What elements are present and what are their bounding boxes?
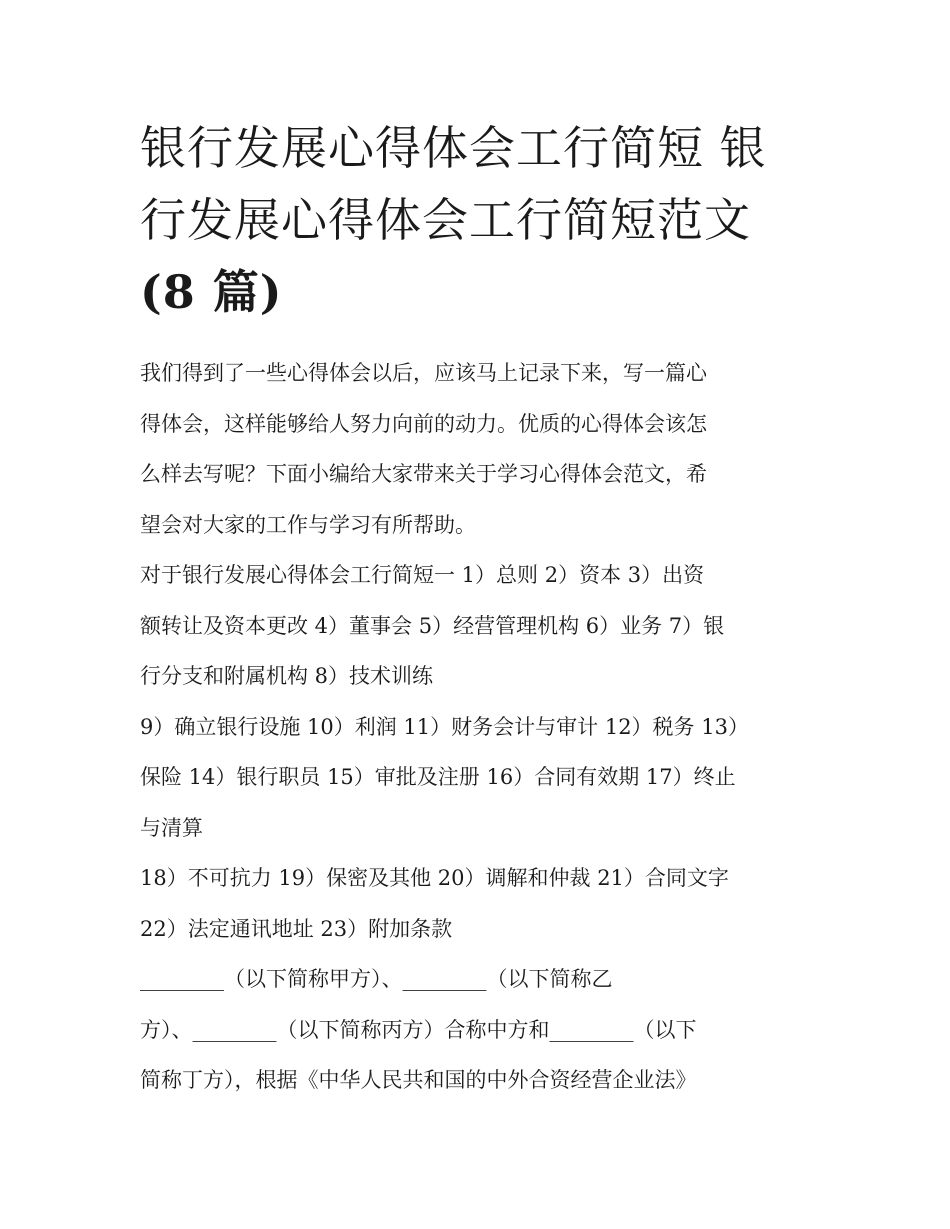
body-line: 我们得到了一些心得体会以后，应该马上记录下来，写一篇心 [140, 361, 707, 385]
document-body [140, 348, 812, 1106]
body-line: 对于银行发展心得体会工行简短一 1）总则 2）资本 3）出资 [140, 563, 705, 587]
title-count-label: (8 篇) [140, 265, 283, 319]
body-line: 望会对大家的工作与学习有所帮助。 [140, 512, 476, 537]
body-line: 方）、________（以下简称丙方）合称中方和________（以下 [140, 1017, 697, 1042]
body-line: 简称丁方），根据《中华人民共和国的中外合资经营企业法》 [140, 1068, 697, 1092]
body-line: 22）法定通讯地址 23）附加条款 [140, 916, 453, 941]
document-page [140, 112, 812, 1106]
body-line: 18）不可抗力 19）保密及其他 20）调解和仲裁 21）合同文字 [140, 866, 729, 890]
body-line: 9）确立银行设施 10）利润 11）财务会计与审计 12）税务 13） [140, 714, 749, 739]
body-line: 保险 14）银行职员 15）审批及注册 16）合同有效期 17）终止 [140, 765, 736, 789]
body-line: 行分支和附属机构 8）技术训练 [140, 664, 434, 688]
document-title [140, 112, 812, 328]
body-line: 额转让及资本更改 4）董事会 5）经营管理机构 6）业务 7）银 [140, 613, 725, 638]
body-line: 么样去写呢？下面小编给大家带来关于学习心得体会范文，希 [140, 462, 707, 486]
title-line: 行发展心得体会工行简短范文 [140, 193, 751, 247]
body-line: 与清算 [140, 815, 203, 840]
title-line: 银行发展心得体会工行简短 银 [140, 121, 767, 175]
body-line: 得体会，这样能够给人努力向前的动力。优质的心得体会该怎 [140, 411, 707, 436]
body-line: ________（以下简称甲方）、________（以下简称乙 [140, 967, 613, 991]
